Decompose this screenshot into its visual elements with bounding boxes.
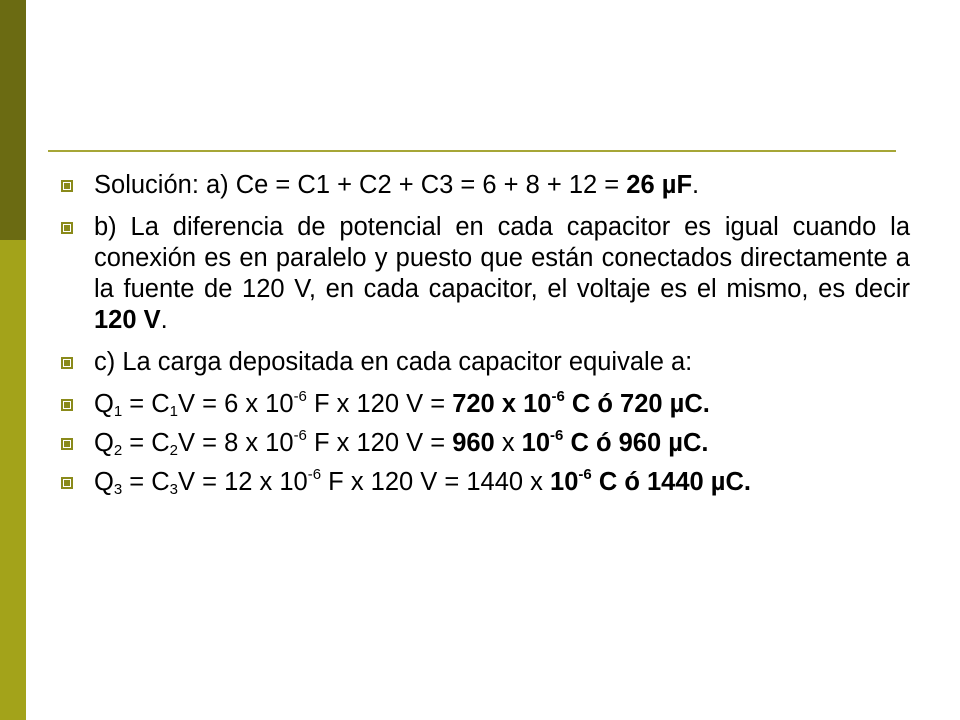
- list-item-solution-c: c) La carga depositada en cada capacitor equivale a:: [58, 347, 910, 378]
- square-bullet-icon: [61, 399, 73, 411]
- list-item-q2: $Q_2 = C_2V = 8$ x $10^{-6}$ F x 120 V = 960 x $10^{-6}$ C ó 960 µC.: [58, 428, 910, 459]
- list-item-q3: $Q_3 = C_3V = 12$ x $10^{-6}$ F x 120 V = 1440 x $10^{-6}$ C ó 1440 µC.: [58, 467, 910, 498]
- list-item-solution-b: b) La diferencia de potencial en cada capacitor es igual cuando la conexión es en paralelo y puesto que están conectados directamente a la fuente de 120 V, en cada capacitor, el voltaje es el mismo, es decir 120 V.: [58, 212, 910, 336]
- solution-list: [58, 170, 910, 506]
- square-bullet-icon: [61, 438, 73, 450]
- square-bullet-icon: [61, 180, 73, 192]
- sidebar-bottom-band: [0, 240, 26, 720]
- list-item-q1: $Q_1 = C_1V = 6$ x $10^{-6}$ F x 120 V = 720 x $10^{-6}$ C ó 720 µC.: [58, 389, 910, 420]
- sidebar-top-band: [0, 0, 26, 240]
- square-bullet-icon: [61, 222, 73, 234]
- header-rule: [48, 150, 896, 152]
- square-bullet-icon: [61, 357, 73, 369]
- square-bullet-icon: [61, 477, 73, 489]
- list-item-solution-a: Solución: a) Ce = C1 + C2 + C3 = 6 + 8 + 12 = 26 µF.: [58, 170, 910, 201]
